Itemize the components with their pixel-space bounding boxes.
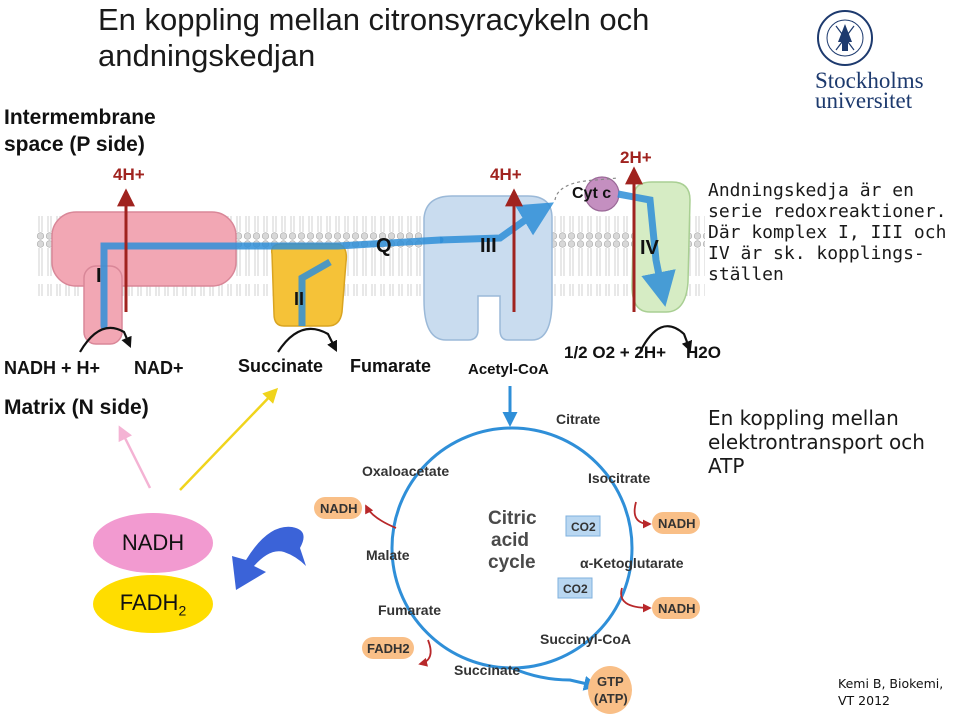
intermembrane-label-line2: space (P side) bbox=[4, 133, 145, 156]
proton-label-iv: 2H+ bbox=[620, 148, 652, 167]
tag-nadh-isocitrate bbox=[635, 502, 700, 534]
fadh-subscript: 2 bbox=[178, 602, 187, 619]
redox-note: Andningskedja är en serie redoxreaktioner. Där komplex I, III och IV är sk. kopplings-ställen bbox=[708, 180, 959, 285]
reaction-acetyl-coa: Acetyl-CoA bbox=[468, 361, 549, 378]
reaction-succinate: Succinate bbox=[238, 356, 324, 376]
intermediate-succinate: Succinate bbox=[454, 662, 521, 678]
intermembrane-label-line1: Intermembrane bbox=[4, 106, 156, 129]
gtp-branch-arrow bbox=[512, 668, 596, 686]
intermediate-malate: Malate bbox=[366, 547, 410, 563]
intermediate-citrate: Citrate bbox=[556, 411, 601, 427]
fadh2-pill bbox=[93, 575, 213, 633]
svg-text:NADH: NADH bbox=[320, 501, 358, 516]
reaction-nadh-h: NADH + H+ bbox=[4, 358, 101, 378]
tag-co2-1 bbox=[566, 516, 600, 536]
intermediate-ketoglutarate: α-Ketoglutarate bbox=[580, 555, 684, 571]
succinate-oxidation-arrow bbox=[278, 329, 336, 352]
svg-text:CO2: CO2 bbox=[563, 582, 588, 596]
matrix-label: Matrix (N side) bbox=[4, 396, 149, 419]
tag-nadh-ketoglutarate bbox=[621, 588, 700, 619]
tag-fadh2 bbox=[362, 637, 431, 664]
complex-iii-label: III bbox=[480, 235, 497, 257]
credit-text: Kemi B, Biokemi, VT 2012 bbox=[838, 676, 944, 708]
svg-text:CO2: CO2 bbox=[571, 520, 596, 534]
complex-iv-label: IV bbox=[640, 237, 659, 259]
svg-text:FADH2: FADH2 bbox=[367, 641, 410, 656]
proton-label-iii: 4H+ bbox=[490, 165, 522, 184]
intermediate-oxaloacetate: Oxaloacetate bbox=[362, 463, 450, 479]
nadh-pill: NADH bbox=[93, 513, 213, 573]
cytc-label: Cyt c bbox=[572, 185, 612, 202]
tag-co2-2 bbox=[558, 578, 592, 598]
cycle-center-line1: Citric bbox=[488, 508, 537, 529]
slide-title: En koppling mellan citronsyracykeln och andningskedjan bbox=[98, 2, 650, 73]
fadh-base: FADH bbox=[119, 590, 179, 615]
logo-text-line2: universitet bbox=[815, 88, 913, 113]
intermediate-isocitrate: Isocitrate bbox=[588, 470, 651, 486]
pointer-arrow-fadh bbox=[180, 390, 276, 490]
tag-nadh-malate bbox=[314, 497, 396, 528]
complex-ii-label: II bbox=[294, 289, 305, 309]
cycle-center-line3: cycle bbox=[488, 552, 536, 573]
svg-text:GTP: GTP bbox=[597, 674, 624, 689]
svg-text:NADH: NADH bbox=[658, 601, 696, 616]
intermediate-fumarate: Fumarate bbox=[378, 602, 442, 618]
big-return-arrow bbox=[232, 527, 306, 590]
svg-text:NADH: NADH bbox=[658, 516, 696, 531]
complex-i bbox=[52, 212, 236, 344]
svg-text:(ATP): (ATP) bbox=[594, 691, 628, 706]
proton-label-i: 4H+ bbox=[113, 165, 145, 184]
complex-ii bbox=[272, 244, 347, 326]
reaction-oxygen: 1/2 O2 + 2H+ bbox=[564, 343, 667, 362]
pointer-arrow-nadh bbox=[120, 428, 150, 488]
reaction-nad: NAD+ bbox=[134, 358, 184, 378]
ubiquinone-label: Q bbox=[376, 235, 392, 257]
reaction-fumarate: Fumarate bbox=[350, 356, 432, 376]
cycle-center-line2: acid bbox=[491, 530, 530, 551]
complex-i-label: I bbox=[96, 265, 102, 287]
coupling-note: En koppling mellan elektrontransport och ATP bbox=[708, 406, 925, 478]
reaction-water: H2O bbox=[686, 343, 721, 362]
tag-gtp-atp bbox=[588, 666, 632, 714]
intermediate-succinyl-coa: Succinyl-CoA bbox=[540, 631, 632, 647]
logo-text-line1: Stockholms bbox=[815, 68, 924, 93]
